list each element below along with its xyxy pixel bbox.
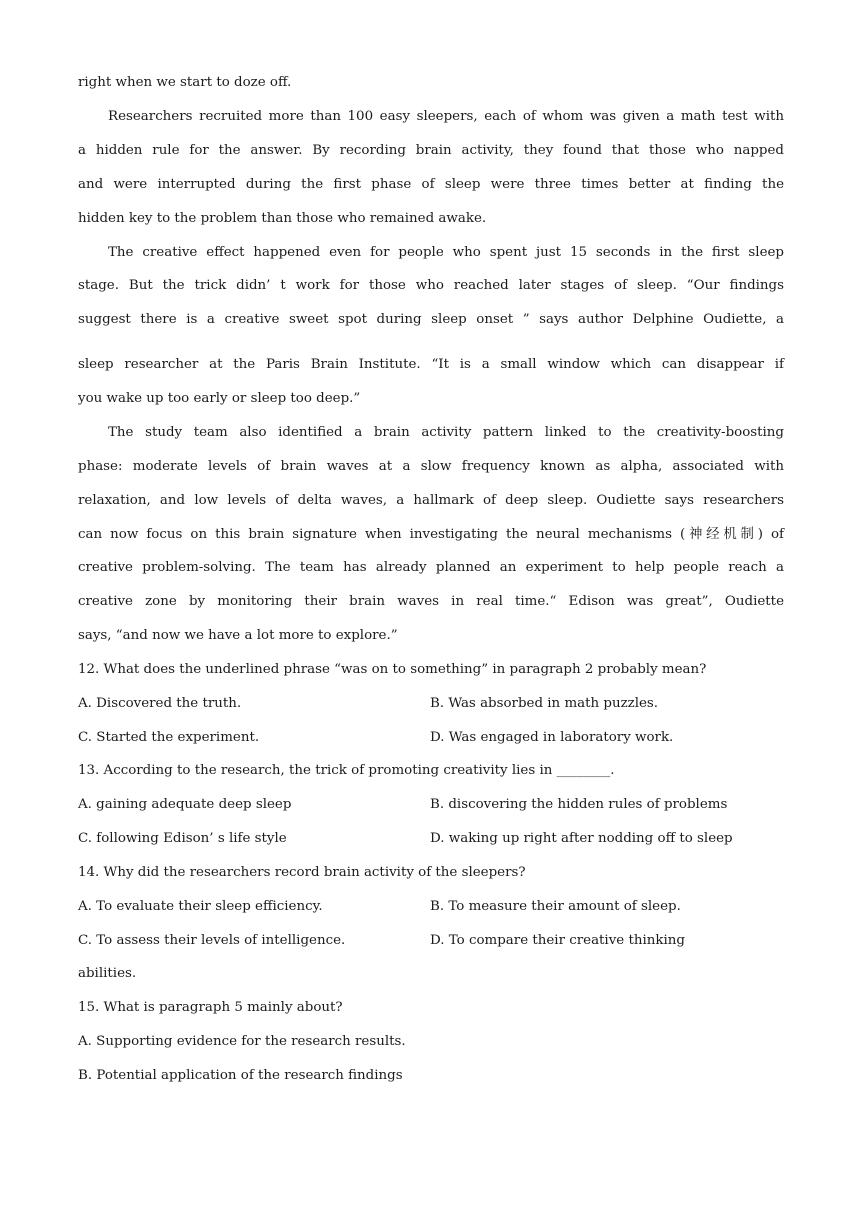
passage-line: suggest there is a creative sweet spot during sleep onset ” says author Delphine Oudiette, a xyxy=(78,312,784,327)
passage-line: says, “and now we have a lot more to explore.” xyxy=(78,628,398,643)
passage-line: sleep researcher at the Paris Brain Institute. “It is a small window which can disappear if xyxy=(78,357,784,372)
option-b: B. Potential application of the research findings xyxy=(78,1068,403,1083)
option-a: A. Discovered the truth. xyxy=(78,696,242,711)
question-stem: 15. What is paragraph 5 mainly about? xyxy=(78,1000,343,1015)
passage-line: right when we start to doze off. xyxy=(78,75,292,90)
option-d-continued: abilities. xyxy=(78,966,137,981)
passage-line: you wake up too early or sleep too deep.” xyxy=(78,391,361,406)
passage-line: a hidden rule for the answer. By recording brain activity, they found that those who napped xyxy=(78,143,784,158)
passage-line: creative problem-solving. The team has already planned an experiment to help people reach a xyxy=(78,560,784,575)
option-c: C. To assess their levels of intelligence. xyxy=(78,933,346,948)
passage-line: creative zone by monitoring their brain waves in real time.“ Edison was great”, Oudiette xyxy=(78,594,784,609)
question-stem: 14. Why did the researchers record brain activity of the sleepers? xyxy=(78,865,526,880)
option-a: A. Supporting evidence for the research results. xyxy=(78,1034,406,1049)
passage-line: The study team also identified a brain activity pattern linked to the creativity-boosting xyxy=(108,425,784,440)
option-c: C. Started the experiment. xyxy=(78,730,260,745)
passage-line: relaxation, and low levels of delta waves, a hallmark of deep sleep. Oudiette says researchers xyxy=(78,493,784,508)
option-d: D. To compare their creative thinking xyxy=(430,933,685,948)
passage-line: can now focus on this brain signature when investigating the neural mechanisms (神经机制) of xyxy=(78,527,784,542)
question-stem: 12. What does the underlined phrase “was on to something” in paragraph 2 probably mean? xyxy=(78,662,707,677)
option-a: A. gaining adequate deep sleep xyxy=(78,797,292,812)
option-d: D. Was engaged in laboratory work. xyxy=(430,730,674,745)
option-b: B. Was absorbed in math puzzles. xyxy=(430,696,659,711)
option-b: B. To measure their amount of sleep. xyxy=(430,899,681,914)
option-c: C. following Edison’ s life style xyxy=(78,831,287,846)
passage-line: Researchers recruited more than 100 easy sleepers, each of whom was given a math test with xyxy=(108,109,784,124)
passage-line: phase: moderate levels of brain waves at a slow frequency known as alpha, associated with xyxy=(78,459,784,474)
option-d: D. waking up right after nodding off to sleep xyxy=(430,831,733,846)
passage-line: stage. But the trick didn’ t work for those who reached later stages of sleep. “Our findings xyxy=(78,278,784,293)
passage-line: and were interrupted during the first phase of sleep were three times better at finding the xyxy=(78,177,784,192)
option-b: B. discovering the hidden rules of problems xyxy=(430,797,728,812)
passage-line: The creative effect happened even for people who spent just 15 seconds in the first sleep xyxy=(108,245,784,260)
option-a: A. To evaluate their sleep efficiency. xyxy=(78,899,323,914)
passage-line: hidden key to the problem than those who remained awake. xyxy=(78,211,487,226)
question-stem: 13. According to the research, the trick of promoting creativity lies in ________. xyxy=(78,763,615,778)
